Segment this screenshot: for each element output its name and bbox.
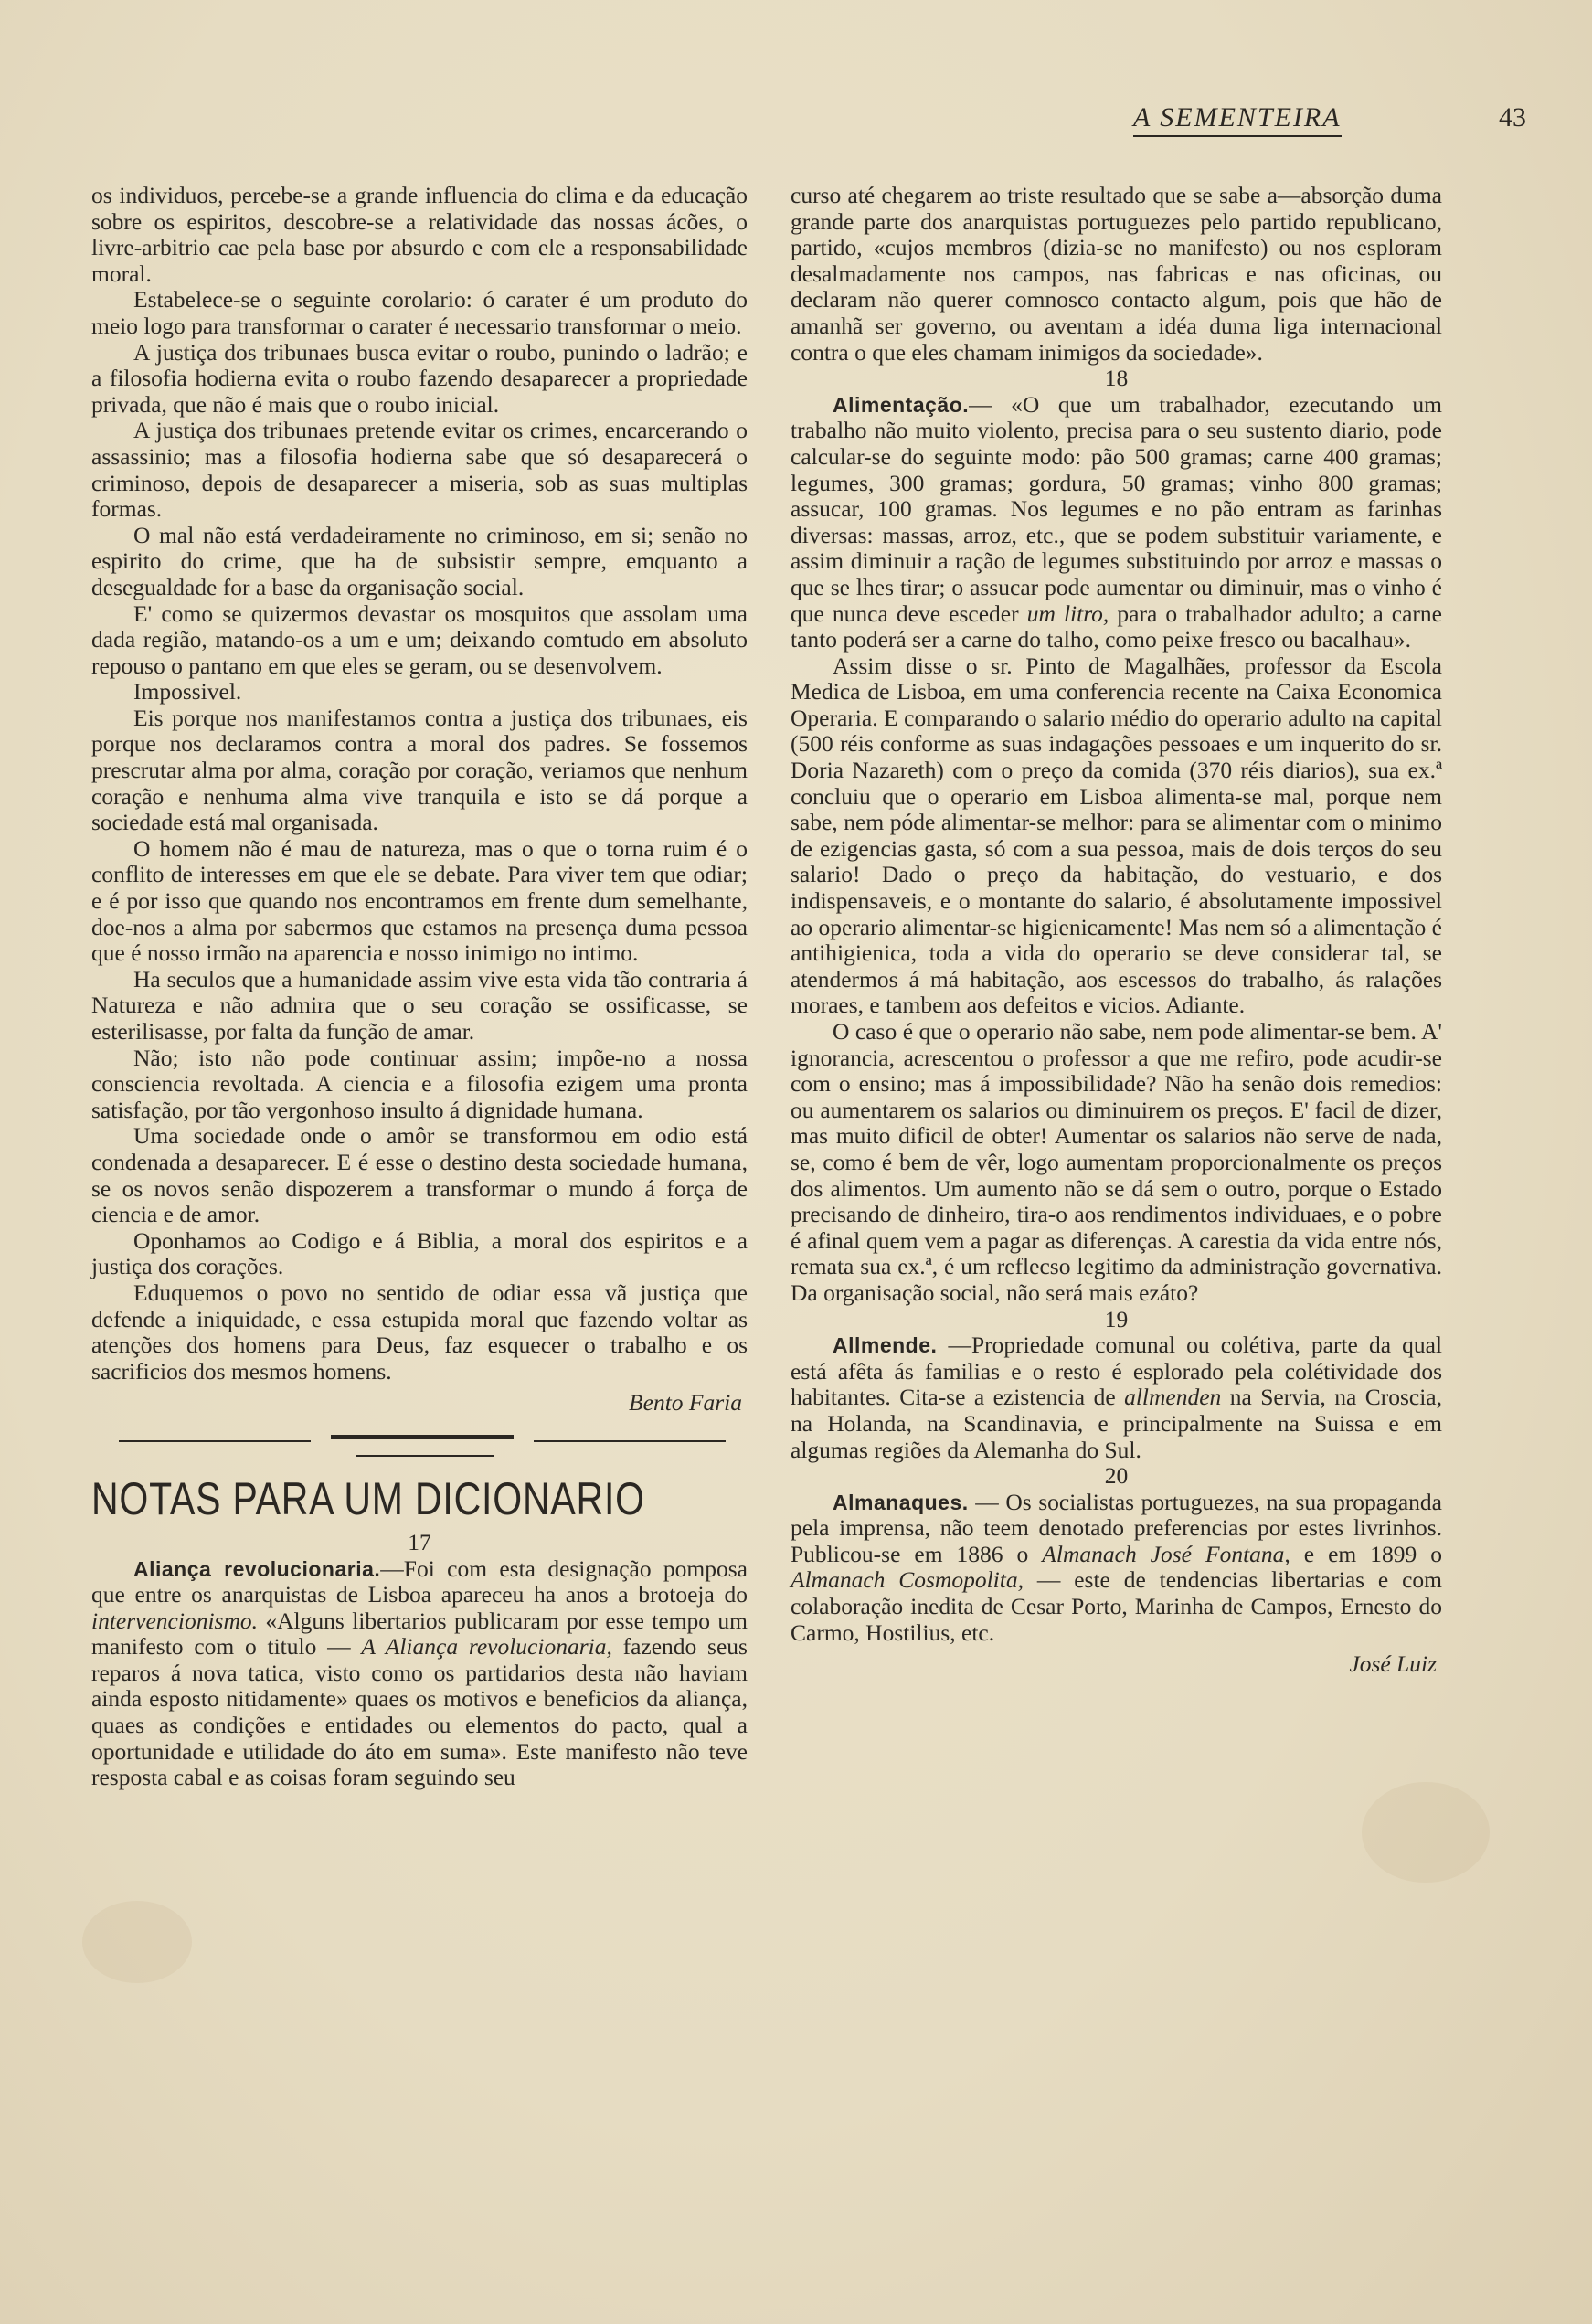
paragraph: Não; isto não pode continuar assim; impõe-no a nossa consciencia revoltada. A ciencia e a filosofia ezigem uma pronta satisfação, por tão vergonhoso insulto á dignidade humana. — [91, 1044, 748, 1123]
left-column — [91, 183, 748, 1791]
dictionary-entry — [91, 1556, 748, 1791]
paragraph: A justiça dos tribunaes busca evitar o roubo, punindo o ladrão; e a filosofia hodierna evita o roubo fazendo desaparecer a propriedade privada, que não é mais que o roubo inicial. — [91, 338, 748, 418]
signature-jose-luiz: José Luiz — [1349, 1650, 1437, 1678]
entry-text: fazendo seus reparos á nova tatica, visto como os partidarios desta não haviam ainda esposto nitidamente» quaes os motivos e beneficios da aliança, quaes as condições e entidades ou elementos do pacto, qual a oportunidade e utilidade do áto em suma». Este manifesto não teve resposta cabal e as coisas foram seguindo seu — [91, 1633, 748, 1791]
section-divider — [91, 1429, 748, 1470]
entry-text: — Os socialistas portuguezes, na sua propaganda pela imprensa, não teem denotado preferencias por estes livrinhos. Publicou-se em 1886 o — [791, 1488, 1442, 1567]
paragraph: A justiça dos tribunaes pretende evitar os crimes, encarcerando o assassinio; mas a filosofia hodierna sabe que só desaparecerá o criminoso, depois de desaparecer a miseria, sob as suas multiplas formas. — [91, 417, 748, 523]
entry-term: Allmende. — [833, 1333, 938, 1358]
dictionary-entry — [791, 1490, 1442, 1647]
paragraph: Oponhamos ao Codigo e á Biblia, a moral dos espiritos e a justiça dos corações. — [91, 1226, 748, 1280]
entry-italic: Almanach Cosmopolita, — [791, 1566, 1024, 1594]
entry-term: Aliança revolucionaria. — [133, 1556, 381, 1581]
paragraph: O homem não é mau de natureza, mas o que o torna ruim é o conflito de interesses em que ele se debate. Para viver tem que odiar; e é por isso que quando nos encontramos em frente dum semelhante, doe-nos a alma por sabermos que estamos na presença duma pessoa que é nosso irmão na aparencia e nosso inimigo no intimo. — [91, 834, 748, 967]
entry-term: Almanaques. — [833, 1490, 969, 1514]
entry-italic: um litro, — [1026, 600, 1109, 627]
paragraph: E' como se quizermos devastar os mosquitos que assolam uma dada região, matando-os a um e um; deixando comtudo em absoluto repouso o pantano em que eles se geram, ou se desenvolvem. — [91, 600, 748, 679]
right-column — [791, 183, 1442, 1678]
entry-text: e em 1899 o — [1290, 1540, 1442, 1567]
entry-text: —Propriedade comunal ou colétiva, parte da qual está afêta ás familias e o resto é esplorado pela colétividade dos habitantes. Cita-se a ezistencia de — [791, 1332, 1442, 1411]
section-title: NOTAS PARA UM DICIONARIO — [91, 1472, 645, 1524]
signature-bento-faria: Bento Faria — [629, 1389, 742, 1417]
entry-text: «Alguns libertarios publicaram por esse tempo um manifesto com o titulo — — [91, 1607, 748, 1661]
divider-rule — [119, 1440, 311, 1442]
entry-text: —Foi com esta designação pomposa que entre os anarquistas de Lisboa apareceu ha anos a brotoeja do — [91, 1555, 748, 1608]
divider-rule — [534, 1440, 726, 1442]
entry-text: na Servia, na Croscia, na Holanda, na Scandinavia, e principalmente na Suissa e em algumas regiões da Alemanha do Sul. — [791, 1384, 1442, 1463]
entry-term: Alimentação. — [833, 392, 970, 417]
paragraph: Estabelece-se o seguinte corolario: ó carater é um produto do meio logo para transformar o carater é necessario transformar o meio. — [91, 286, 748, 339]
entry-text: — «O que um trabalhador, ezecutando um trabalho não muito violento, precisa para o seu sustento diario, pode calcular-se do seguinte modo: pão 500 gramas; carne 400 gramas; legumes, 300 gramas; gordura, 50 gramas; vinho 800 gramas; assucar, 100 gramas. Nos legumes e no pão entram as farinhas diversas: massas, arroz, etc., que se podem substituir variamente, e assim diminuir a ração de legumes substituindo por arroz e massas o que se lhes tirar; o assucar pode aumentar ou diminuir, mas o vinho é que nunca deve esceder — [791, 390, 1442, 627]
entry-number: 18 — [1104, 365, 1129, 392]
paragraph: O caso é que o operario não sabe, nem pode alimentar-se bem. A' ignorancia, acrescentou o professor a que me refiro, pode acudir-se com o ensino; mas á impossibilidade? Não ha senão dois remedios: ou aumentarem os salarios ou diminuirem os preços. E' facil de dizer, mas muito dificil de obter! Aumentar os salarios não serve de nada, se, como é bem de vêr, logo aumentam proporcionalmente os preços dos alimentos. Um aumento não se dá sem o outro, porque o Estado precisando de dinheiro, tira-o aos rendimentos individuaes, e o pobre é afinal quem vem a pagar as diferenças. A carestia da vida entre nós, remata sua ex.ª, é um reflecso legitimo da administração governativa. Da organisação social, não será mais ezáto? — [791, 1018, 1442, 1306]
dictionary-entry — [791, 392, 1442, 653]
paragraph: O mal não está verdadeiramente no criminoso, em si; senão no espirito do crime, que ha de subsistir sempre, emquanto a desegualdade for a base da organisação social. — [91, 521, 748, 600]
divider-rule — [331, 1435, 514, 1439]
paragraph: Ha seculos que a humanidade assim vive esta vida tão contraria á Natureza e não admira que o seu coração se ossificasse, se esterilisasse, por falta da função de amar. — [91, 965, 748, 1045]
dictionary-entry — [791, 1332, 1442, 1463]
entry-italic: allmenden — [1124, 1384, 1222, 1411]
paragraph: Impossivel. — [133, 678, 242, 706]
entry-text: — este de tendencias libertarias e com colaboração inedita de Cesar Porto, Marinha de Campos, Ernesto do Carmo, Hostilius, etc. — [791, 1566, 1442, 1646]
entry-number: 19 — [1104, 1305, 1129, 1332]
page-number: 43 — [1499, 102, 1526, 133]
paper-stain — [82, 1901, 192, 1983]
paragraph: os individuos, percebe-se a grande influencia do clima e da educação sobre os espiritos, descobre-se a relatividade das nossas ácões, o livre-arbitrio cae pela base por absurdo e com ele a responsabilidade moral. — [91, 182, 748, 287]
entry-text: para o trabalhador adulto; a carne tanto poderá ser a carne do talho, como peixe fresco ou bacalhau». — [791, 600, 1442, 653]
divider-rule — [356, 1455, 494, 1457]
entry-italic: Almanach José Fontana, — [1042, 1540, 1290, 1567]
journal-title: A SEMENTEIRA — [1133, 102, 1342, 137]
paragraph: Uma sociedade onde o amôr se transformou em odio está condenada a desaparecer. E é esse o destino desta sociedade humana, se os novos senão dispozerem a transformar o mundo á força de ciencia e de amor. — [91, 1122, 748, 1228]
paragraph: curso até chegarem ao triste resultado que se sabe a—absorção duma grande parte dos anarquistas portuguezes pelo partido republicano, partido, «cujos membros (dizia-se no manifesto) ou nos esploram desalmadamente nos campos, nas fabricas e nas oficinas, ou declaram não querer comnosco contacto algum, pois que hão de amanhã ser governo, ou aventam a idéa duma liga internacional contra o que eles chamam inimigos da sociedade». — [791, 182, 1442, 366]
entry-italic: A Aliança revolucionaria, — [361, 1633, 612, 1661]
entry-italic: intervencionismo. — [91, 1607, 258, 1634]
entry-number: 17 — [408, 1528, 431, 1555]
paragraph: Eduquemos o povo no sentido de odiar essa vã justiça que defende a iniquidade, e essa estupida moral que fazendo voltar as atenções dos homens para Deus, faz esquecer o trabalho e os sacrificios dos mesmos homens. — [91, 1279, 748, 1385]
running-head — [1133, 102, 1526, 143]
paragraph: Eis porque nos manifestamos contra a justiça dos tribunaes, eis porque nos declaramos contra a moral dos padres. Se fossemos prescrutar alma por alma, coração por coração, veriamos que nenhum coração e nenhuma alma vive tranquila e isto se dá porque a sociedade está mal organisada. — [91, 704, 748, 836]
paper-stain — [1362, 1782, 1490, 1883]
paragraph: Assim disse o sr. Pinto de Magalhães, professor da Escola Medica de Lisboa, em uma conferencia recente na Caixa Economica Operaria. E comparando o salario médio do operario adulto na capital (500 réis conforme as suas indagações pessoaes e um inquerito do sr. Doria Nazareth) com o preço da comida (370 réis diarios), sua ex.ª concluiu que o operario em Lisboa alimenta-se mal, porque nem sabe, nem póde alimentar-se melhor: para se alimentar com o minimo de ezigencias gasta, só com a sua pessoa, mais de dois terços do seu salario! Dado o preço da habitação, do vestuario, e dos indispensaveis, e o montante do salario, é absolutamente impossivel ao operario alimentar-se higienicamente! Mas nem só a alimentação é antihigienica, toda a vida do operario se deve considerar tal, se atendermos á má habitação, aos escessos do trabalho, ás ralações moraes, e tambem aos defeitos e vicios. Adiante. — [791, 652, 1442, 1019]
entry-number: 20 — [1104, 1462, 1129, 1490]
